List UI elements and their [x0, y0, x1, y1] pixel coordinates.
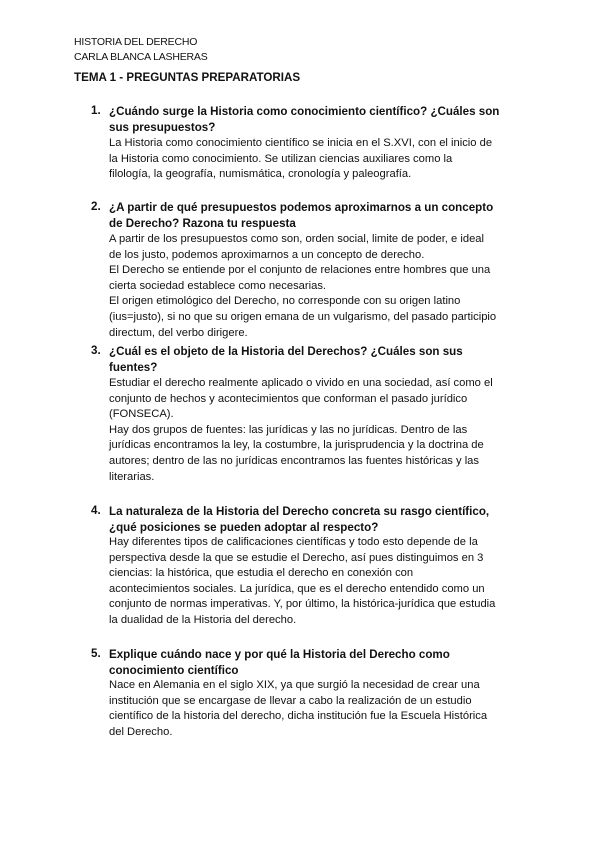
answer-line: acontecimientos sociales. La jurídica, que es el derecho entendido como un [109, 582, 485, 595]
question-line: ¿qué posiciones se pueden adoptar al respecto? [109, 520, 379, 534]
answer-line: El origen etimológico del Derecho, no corresponde con su origen latino [109, 295, 461, 308]
answer-line: del Derecho. [109, 725, 173, 738]
answer-line: A partir de los presupuestos como son, orden social, limite de poder, e ideal [109, 233, 484, 245]
answer-line: La Historia como conocimiento científico se inicia en el S.XVI, con el inicio de [109, 137, 493, 149]
answer-line: científico de la historia del derecho, dicha institución fue la Escuela Histórica [109, 710, 488, 723]
answer-text [109, 376, 529, 485]
answer-line: autores; dentro de las no jurídicas encontramos las fuentes históricas y las [109, 454, 480, 467]
question-text [109, 647, 529, 678]
question-text [109, 344, 529, 375]
question-number: 1. [91, 104, 101, 117]
question-line: ¿A partir de qué presupuestos podemos aproximarnos a un concepto [109, 201, 494, 214]
answer-text [109, 678, 529, 740]
header-author: CARLA BLANCA LASHERAS [74, 51, 208, 63]
answer-line: cierta sociedad establece como necesarias. [109, 279, 327, 292]
question-text [109, 200, 529, 231]
answer-line: conjunto de hechos y acontecimientos que conforman el pasado jurídico [109, 392, 468, 405]
answer-text [109, 535, 529, 629]
answer-line: (FONSECA). [109, 408, 174, 421]
answer-line: directum, del verbo dirigere. [109, 326, 248, 339]
question-line: ¿Cuál es el objeto de la Historia del Derechos? ¿Cuáles son sus [109, 345, 463, 358]
question-line: sus presupuestos? [109, 120, 216, 134]
answer-line: ciencias: la histórica, que estudia el derecho en conexión con [109, 567, 414, 580]
question-line: La naturaleza de la Historia del Derecho concreta su rasgo científico, [109, 505, 490, 518]
answer-line: Nace en Alemania en el siglo XIX, ya que surgió la necesidad de crear una [109, 679, 480, 691]
question-line: fuentes? [109, 360, 158, 374]
header-course: HISTORIA DEL DERECHO [74, 36, 198, 48]
answer-line: Hay dos grupos de fuentes: las jurídicas y las no jurídicas. Dentro de las [109, 423, 468, 436]
question-number: 2. [91, 200, 101, 213]
answer-line: perspectiva desde la que se estudie el Derecho, así pues distinguimos en 3 [109, 551, 484, 564]
answer-line: filología, la geografía, numismática, cronología y paleografía. [109, 168, 412, 181]
answer-line: jurídicas encontramos la ley, la costumbre, la jurisprudencia y la doctrina de [109, 439, 484, 452]
answer-line: Hay diferentes tipos de calificaciones científicas y todo esto depende de la [109, 536, 478, 548]
answer-line: conjunto de normas imperativas. Y, por último, la histórica-jurídica que estudia [109, 598, 496, 611]
answer-line: Estudiar el derecho realmente aplicado o vivido en una sociedad, así como el [109, 377, 493, 389]
question-line: conocimiento científico [109, 663, 239, 677]
answer-line: El Derecho se entiende por el conjunto de relaciones entre hombres que una [109, 264, 491, 277]
answer-text [109, 232, 529, 341]
question-line: de Derecho? Razona tu respuesta [109, 216, 296, 230]
answer-line: la dualidad de la Historia del derecho. [109, 613, 297, 626]
question-text [109, 104, 529, 135]
answer-line: literarias. [109, 470, 155, 483]
answer-line: de los justo, podemos aproximarnos a un concepto de derecho. [109, 248, 425, 261]
question-text [109, 504, 529, 535]
answer-text [109, 136, 529, 183]
question-line: ¿Cuándo surge la Historia como conocimiento científico? ¿Cuáles son [109, 105, 500, 118]
question-number: 4. [91, 504, 101, 517]
question-line: Explique cuándo nace y por qué la Historia del Derecho como [109, 648, 450, 661]
answer-line: la Historia como conocimiento. Se utilizan ciencias auxiliares como la [109, 152, 453, 165]
document-title: TEMA 1 - PREGUNTAS PREPARATORIAS [74, 71, 301, 84]
answer-line: (ius=justo), si no que su origen emana de un vulgarismo, del pasado participio [109, 310, 497, 323]
answer-line: institución que se encargase de llevar a cabo la realización de un estudio [109, 694, 472, 707]
question-number: 5. [91, 647, 101, 660]
question-number: 3. [91, 344, 101, 357]
